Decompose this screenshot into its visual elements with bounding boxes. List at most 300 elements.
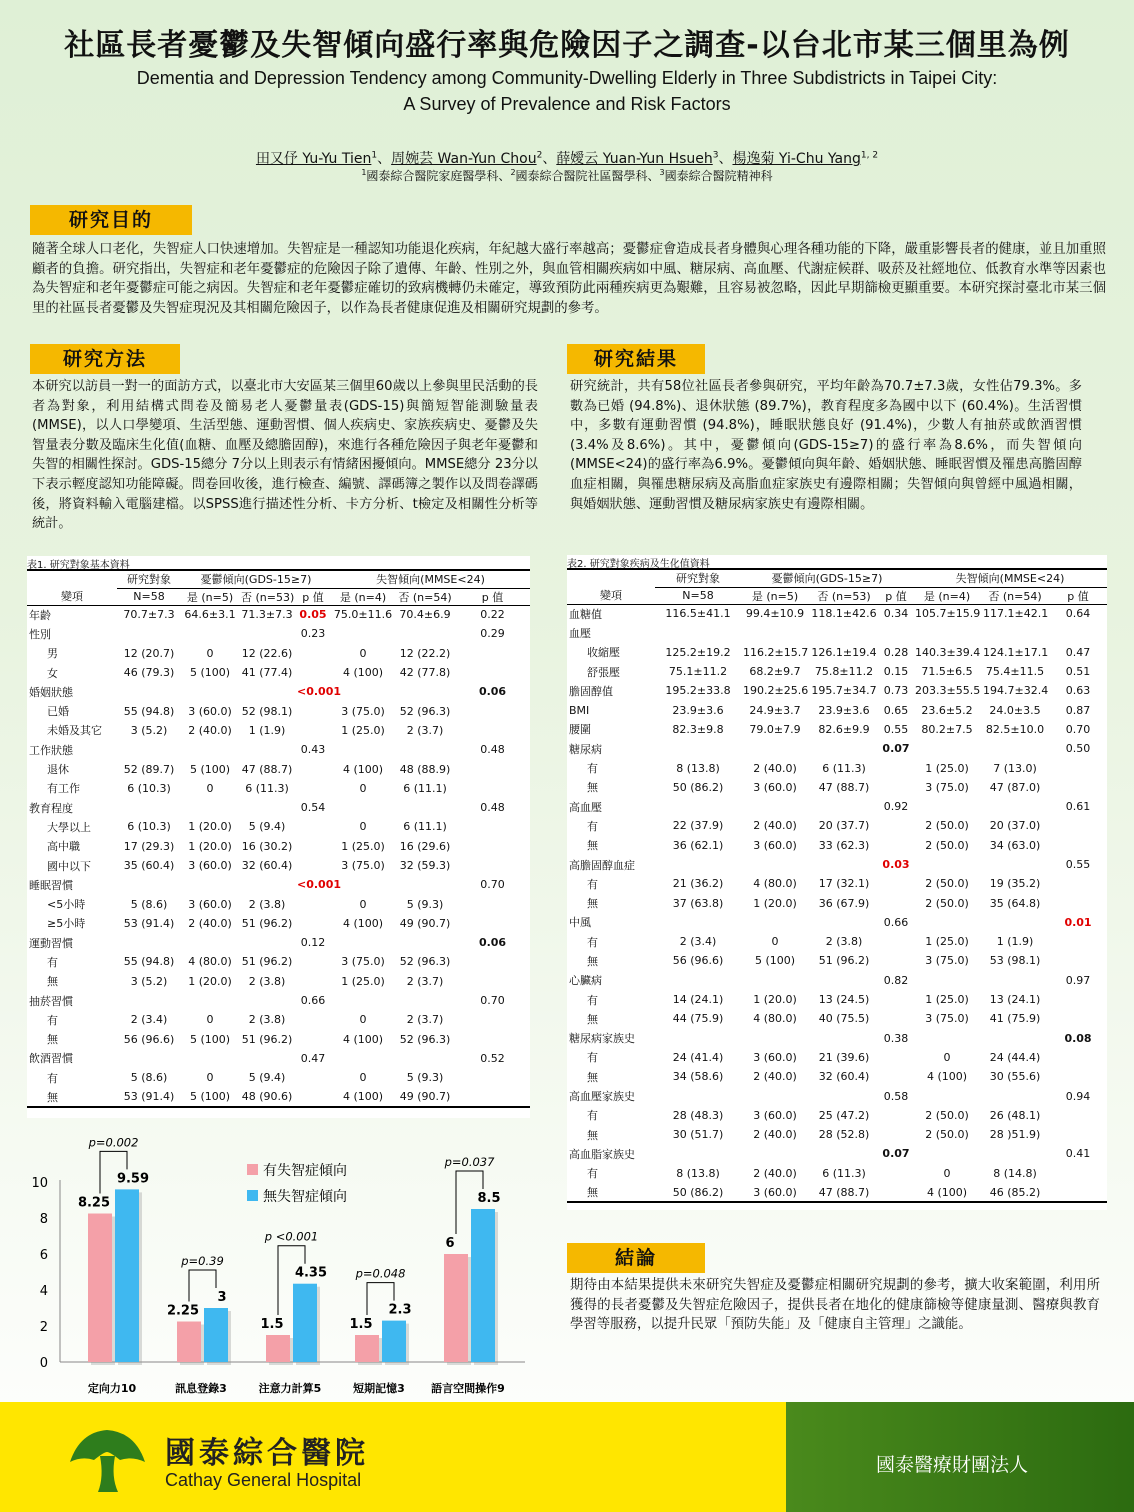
results-heading: 研究結果 xyxy=(567,344,705,374)
table-cell xyxy=(455,856,530,875)
table-cell: 40 (75.5) xyxy=(818,1012,870,1026)
table-cell xyxy=(879,836,913,855)
table-cell: 2 (3.8) xyxy=(825,935,863,949)
table-row xyxy=(567,720,1107,739)
author-sup: 1 xyxy=(371,150,378,161)
table-cell: 2 (40.0) xyxy=(753,819,797,833)
table-cell: 56 (96.6) xyxy=(672,954,724,968)
table-cell: 2 (50.0) xyxy=(925,819,969,833)
x-tick-label: 短期記憶3 xyxy=(353,1382,405,1395)
table-row-label: 高膽固醇血症 xyxy=(569,858,635,872)
x-tick-label: 訊息登錄3 xyxy=(175,1382,227,1395)
table-cell: 195.2±33.8 xyxy=(665,684,731,698)
table-row-label: 無 xyxy=(47,1033,58,1047)
table-cell: 0.66 xyxy=(883,915,909,929)
table-row xyxy=(567,1086,1107,1105)
table-row-label: 男 xyxy=(47,647,58,661)
table-cell xyxy=(395,798,455,817)
data-label: 1.5 xyxy=(349,1317,373,1332)
table-row-label: 有 xyxy=(587,762,598,776)
table-cell xyxy=(455,1068,530,1087)
table-cell xyxy=(295,837,331,856)
table-cell: <0.001 xyxy=(297,878,342,892)
table-cell: 6 (10.3) xyxy=(127,781,171,795)
table-cell: 194.7±32.4 xyxy=(983,684,1049,698)
table-cell: 5 (100) xyxy=(189,1032,231,1046)
table-cell: 4 (100) xyxy=(331,1087,395,1106)
table-cell: 0.47 xyxy=(1065,645,1091,659)
table-cell xyxy=(239,933,295,952)
table-row xyxy=(27,1087,530,1106)
table-cell xyxy=(981,739,1049,758)
table-cell: 8 (13.8) xyxy=(676,761,720,775)
table-cell: 75.1±11.2 xyxy=(668,665,728,679)
table-cell: 5 (9.4) xyxy=(248,820,286,834)
table-cell xyxy=(455,663,530,682)
table-cell: 0.63 xyxy=(1065,684,1091,698)
table-cell xyxy=(1049,1125,1107,1144)
y-tick-label: 8 xyxy=(39,1212,48,1227)
table-row xyxy=(567,913,1107,932)
table-cell: 19 (35.2) xyxy=(989,877,1041,891)
table-row xyxy=(27,1030,530,1049)
p-value-annotation: p=0.037 xyxy=(444,1155,495,1169)
table-cell: 0.05 xyxy=(299,608,327,622)
table-cell xyxy=(879,758,913,777)
table-header-row xyxy=(27,588,530,605)
table-cell: 50 (86.2) xyxy=(655,1183,741,1202)
table-cell: 2 (50.0) xyxy=(925,877,969,891)
table-row-label: 無 xyxy=(587,897,598,911)
table-row-label: 有工作 xyxy=(47,782,80,796)
table-cell xyxy=(1049,951,1107,970)
table-cell: 7 (13.0) xyxy=(993,761,1037,775)
table-cell xyxy=(809,971,879,990)
table-cell xyxy=(117,798,181,817)
table-cell: 46 (85.2) xyxy=(981,1183,1049,1202)
table-row-label: 無 xyxy=(587,839,598,853)
table-cell xyxy=(181,1049,239,1068)
table-header-cell: 是 (n=4) xyxy=(913,587,981,604)
table-cell: 12 (22.6) xyxy=(241,646,293,660)
table-header-cell: 失智傾向(MMSE<24) xyxy=(331,571,530,588)
table-cell xyxy=(913,1144,981,1163)
table-row xyxy=(567,681,1107,700)
table-cell xyxy=(455,1087,530,1106)
table-header-cell: p 值 xyxy=(879,587,913,604)
table-cell: 1 (1.9) xyxy=(996,935,1034,949)
table-cell: 1 (25.0) xyxy=(341,974,385,988)
table-cell xyxy=(117,624,181,643)
table-cell xyxy=(395,740,455,759)
table-cell xyxy=(395,933,455,952)
table-cell: 195.7±34.7 xyxy=(811,684,877,698)
table-cell xyxy=(913,1086,981,1105)
table-row-label: 無 xyxy=(567,1183,655,1202)
author-sup: 1, 2 xyxy=(860,150,879,161)
table-row xyxy=(27,740,530,759)
table-header-cell: 憂鬱傾向(GDS-15≥7) xyxy=(741,570,913,587)
table-header-cell: N=58 xyxy=(117,588,181,605)
table-row xyxy=(27,682,530,701)
english-title-line2: A Survey of Prevalence and Risk Factors xyxy=(403,94,731,114)
table-cell xyxy=(981,1086,1049,1105)
table-cell: 48 (90.6) xyxy=(239,1087,295,1106)
table-cell: 82.3±9.8 xyxy=(672,722,724,736)
x-tick-label: 語言空間操作9 xyxy=(431,1382,505,1395)
table-cell: 48 (88.9) xyxy=(399,762,451,776)
table-cell: 3 (60.0) xyxy=(753,780,797,794)
table-cell xyxy=(741,1086,809,1105)
table-cell xyxy=(295,1010,331,1029)
table-cell: 2 (50.0) xyxy=(925,1128,969,1142)
table-cell: 6 (11.1) xyxy=(403,820,447,834)
table-cell: 4 (100) xyxy=(913,1183,981,1202)
table-cell: 8 (14.8) xyxy=(993,1166,1037,1180)
table-cell: 2 (40.0) xyxy=(188,916,232,930)
table2-body xyxy=(567,570,1107,1202)
table-row xyxy=(567,604,1107,623)
table-cell: 0 xyxy=(359,646,367,660)
table-cell xyxy=(879,1106,913,1125)
table-cell: 12 (20.7) xyxy=(123,646,175,660)
table-cell xyxy=(879,893,913,912)
table-cell: 2 (3.4) xyxy=(679,935,717,949)
table-cell xyxy=(295,644,331,663)
methods-heading: 研究方法 xyxy=(30,344,180,374)
table-cell: 51 (96.2) xyxy=(241,955,293,969)
data-label: 8.25 xyxy=(77,1195,111,1211)
table-cell: 53 (98.1) xyxy=(989,954,1041,968)
table-cell: 1 (20.0) xyxy=(188,820,232,834)
table1-caption: 表1. 研究對象基本資料 xyxy=(27,556,530,571)
table-row-label: 未婚及其它 xyxy=(47,724,102,738)
table-row-label: 有 xyxy=(47,1071,58,1085)
table-cell xyxy=(981,1029,1049,1048)
affiliation-text: 國泰綜合醫院精神科 xyxy=(664,169,773,183)
table-cell: 0.73 xyxy=(883,684,909,698)
author-list xyxy=(0,148,1134,168)
table-cell: 26 (48.1) xyxy=(989,1108,1041,1122)
table-cell xyxy=(181,933,239,952)
table-row-label: 中風 xyxy=(569,916,591,930)
bar xyxy=(266,1335,290,1362)
table-cell xyxy=(1049,816,1107,835)
table-cell xyxy=(741,1029,809,1048)
table-cell: 5 (100) xyxy=(189,762,231,776)
table-cell: 2 (40.0) xyxy=(188,723,232,737)
table-cell: 2 (50.0) xyxy=(925,896,969,910)
table-row xyxy=(27,721,530,740)
table-cell xyxy=(809,797,879,816)
table-cell: 30 (51.7) xyxy=(672,1128,724,1142)
table-row xyxy=(567,1106,1107,1125)
table-cell: 0 xyxy=(206,1071,214,1085)
table-row-label: 有 xyxy=(587,1109,598,1123)
table-row xyxy=(27,837,530,856)
table-cell xyxy=(879,990,913,1009)
table-cell: 3 (60.0) xyxy=(188,859,232,872)
table-cell xyxy=(809,913,879,932)
table-cell: 70.7±7.3 xyxy=(123,608,175,622)
affiliation-list xyxy=(0,167,1134,184)
table-cell: 24.9±3.7 xyxy=(749,703,801,717)
table-cell: 1 (25.0) xyxy=(925,993,969,1007)
table-cell: 34 (63.0) xyxy=(989,838,1041,852)
table-cell: 0.61 xyxy=(1065,800,1091,814)
table-cell: 2 (3.8) xyxy=(248,974,286,988)
table-cell xyxy=(741,797,809,816)
table-cell: 0.29 xyxy=(480,627,505,641)
table-cell: 6 (11.3) xyxy=(822,1166,866,1180)
table-cell: 3 (75.0) xyxy=(925,1012,969,1026)
table-cell: 46 (79.3) xyxy=(123,666,175,680)
table-cell xyxy=(295,1068,331,1087)
bar xyxy=(177,1322,201,1363)
affiliation-sup: 3 xyxy=(659,168,665,177)
table-cell xyxy=(181,991,239,1010)
table-cell: 49 (90.7) xyxy=(399,916,451,930)
table-row-label: 有 xyxy=(587,1051,598,1065)
table-row xyxy=(27,644,530,663)
table-cell: 0.70 xyxy=(480,878,505,892)
table-cell xyxy=(879,1183,913,1202)
table-cell xyxy=(1049,932,1107,951)
table-cell xyxy=(809,1144,879,1163)
table-cell: 0.48 xyxy=(480,801,505,815)
table-row xyxy=(567,816,1107,835)
table-cell: 50 (86.2) xyxy=(672,780,724,794)
table-header-cell: 研究對象 xyxy=(655,570,741,587)
table-cell: 30 (55.6) xyxy=(989,1070,1041,1084)
table-cell: 0.28 xyxy=(883,645,909,659)
table1 xyxy=(27,556,530,1118)
table-row-label: BMI xyxy=(569,703,590,717)
table-cell: 4 (100) xyxy=(926,1070,968,1084)
p-value-annotation: p <0.001 xyxy=(264,1229,319,1244)
table-row xyxy=(27,624,530,643)
table-cell: 1 (1.9) xyxy=(248,723,286,737)
table-header-cell: 是 (n=4) xyxy=(331,588,395,605)
table-cell: 14 (24.1) xyxy=(672,993,724,1007)
table-cell: 75.4±11.5 xyxy=(985,665,1045,679)
bar xyxy=(115,1189,139,1362)
table-cell: 5 (100) xyxy=(189,666,231,680)
table-cell xyxy=(331,933,395,952)
table-row xyxy=(567,1183,1107,1202)
table-cell: 0.97 xyxy=(1065,973,1091,987)
table-cell: 0.01 xyxy=(1064,915,1092,929)
table-cell: 32 (60.4) xyxy=(241,859,293,872)
table-cell: 71.5±6.5 xyxy=(921,665,973,679)
table-cell xyxy=(879,816,913,835)
table-cell: 117.1±42.1 xyxy=(983,607,1049,621)
table-cell: 35 (64.8) xyxy=(989,896,1041,910)
table-cell: 32 (60.4) xyxy=(818,1070,870,1084)
table-cell: 53 (91.4) xyxy=(123,916,175,930)
table-header-cell: 是 (n=5) xyxy=(181,588,239,605)
table-row-label: <5小時 xyxy=(47,898,86,912)
table-row xyxy=(27,933,530,952)
table-cell xyxy=(181,624,239,643)
table-cell xyxy=(455,721,530,740)
table-row xyxy=(27,1049,530,1068)
table-cell: 28 (52.8) xyxy=(818,1128,870,1142)
table-cell: 140.3±39.4 xyxy=(915,645,981,659)
table-cell xyxy=(655,1086,741,1105)
table-row xyxy=(567,836,1107,855)
table-cell: 52 (96.3) xyxy=(399,955,451,969)
table-cell: 4 (100) xyxy=(342,1032,384,1046)
table-cell: 0.58 xyxy=(883,1089,909,1103)
y-tick-label: 6 xyxy=(39,1248,48,1263)
table-row-label: 有 xyxy=(587,1167,598,1181)
table-cell: 55 (94.8) xyxy=(123,955,175,969)
table-cell: 21 (39.6) xyxy=(818,1050,870,1064)
table-row xyxy=(27,701,530,720)
table-cell xyxy=(741,739,809,758)
table-row xyxy=(567,1144,1107,1163)
table-cell xyxy=(395,875,455,894)
table-cell xyxy=(295,701,331,720)
table-cell xyxy=(181,798,239,817)
table-cell xyxy=(809,623,879,642)
table-cell: 0.48 xyxy=(480,743,505,757)
table-cell: 0.92 xyxy=(883,800,909,814)
table-cell xyxy=(395,682,455,701)
hospital-name-zh: 國泰綜合醫院 xyxy=(165,1436,369,1471)
table-cell: 4 (100) xyxy=(342,916,384,930)
table-row-label: 性別 xyxy=(29,627,51,641)
table-cell: 0.07 xyxy=(882,742,910,756)
table-cell: 36 (62.1) xyxy=(672,838,724,852)
table-cell: 3 (75.0) xyxy=(925,954,969,968)
table-header-cell: p 值 xyxy=(1049,587,1107,604)
table-cell: 52 (96.3) xyxy=(399,704,451,718)
table-cell: 47 (88.7) xyxy=(818,780,870,794)
table-cell: 16 (29.6) xyxy=(399,839,451,853)
author-separator: 、 xyxy=(718,151,733,167)
table-cell xyxy=(395,1049,455,1068)
table-cell xyxy=(455,972,530,991)
table-row xyxy=(27,952,530,971)
table-row xyxy=(27,1068,530,1087)
table-cell: 0.64 xyxy=(1065,607,1091,621)
table-row-label: 無 xyxy=(587,1012,598,1026)
table-cell: 2 (40.0) xyxy=(753,1166,797,1180)
table-cell: 51 (96.2) xyxy=(818,954,870,968)
table-cell: 4 (80.0) xyxy=(753,877,797,891)
table-header-cell: 否 (n=54) xyxy=(395,588,455,605)
table-cell: 5 (9.3) xyxy=(406,1071,444,1085)
table-cell: 1 (20.0) xyxy=(188,974,232,988)
table-row-label: 已婚 xyxy=(47,705,69,719)
table-cell xyxy=(981,623,1049,642)
legend-swatch xyxy=(247,1164,258,1175)
table-row xyxy=(567,1048,1107,1067)
table-cell: 3 (75.0) xyxy=(341,704,385,718)
table-cell: 56 (96.6) xyxy=(123,1032,175,1046)
table-row-label: 高血脂家族史 xyxy=(569,1147,635,1161)
table-header-cell xyxy=(27,571,117,588)
table-cell: 3 (60.0) xyxy=(753,1050,797,1064)
table-cell xyxy=(295,1030,331,1049)
table-row-label: 睡眠習慣 xyxy=(29,878,73,892)
table-cell: 0 xyxy=(359,820,367,834)
table-cell: 53 (91.4) xyxy=(117,1087,181,1106)
table-cell xyxy=(455,1010,530,1029)
table-cell xyxy=(981,1144,1049,1163)
table-cell: 0 xyxy=(943,1166,951,1180)
table-cell: 3 (60.0) xyxy=(753,1108,797,1122)
english-title-line1: Dementia and Depression Tendency among Community-Dwelling Elderly in Three Subdistricts in Taipei City: xyxy=(136,68,998,88)
table-cell: 75.0±11.6 xyxy=(333,608,393,622)
table-row xyxy=(27,1010,530,1029)
table-cell: 52 (96.3) xyxy=(399,1032,451,1046)
table-cell xyxy=(239,991,295,1010)
table-row-label: 無 xyxy=(47,975,58,989)
table-row-label: 血壓 xyxy=(569,626,591,640)
table-cell: 2 (3.4) xyxy=(130,1013,168,1027)
table-cell xyxy=(295,856,331,875)
table-cell xyxy=(879,1067,913,1086)
table-header-cell: 失智傾向(MMSE<24) xyxy=(913,570,1107,587)
affiliation-sup: 1 xyxy=(361,168,367,177)
table-cell: 47 (87.0) xyxy=(989,780,1041,794)
table-cell: 6 (11.3) xyxy=(822,761,866,775)
table-cell xyxy=(655,1144,741,1163)
table-cell: 22 (37.9) xyxy=(672,819,724,833)
table-cell xyxy=(655,913,741,932)
table-row xyxy=(567,1009,1107,1028)
table-cell: 23.6±5.2 xyxy=(921,703,973,717)
data-label: 1.5 xyxy=(260,1317,284,1332)
data-label: 2.25 xyxy=(166,1303,200,1319)
table-row-label: 血糖值 xyxy=(569,607,602,621)
table-header-row xyxy=(567,587,1107,604)
table-cell: 125.2±19.2 xyxy=(665,645,731,659)
table-header-cell: 變項 xyxy=(567,587,655,604)
table-cell xyxy=(181,682,239,701)
table-cell: 0.94 xyxy=(1065,1089,1091,1103)
table-cell xyxy=(981,855,1049,874)
table-cell xyxy=(1049,836,1107,855)
table-cell: 0 xyxy=(359,1071,367,1085)
author-name: 薛嬡云 Yuan-Yun Hsueh xyxy=(556,151,713,167)
table-cell xyxy=(295,663,331,682)
table-cell: 6 (11.3) xyxy=(245,781,289,795)
table-cell: 2 (50.0) xyxy=(925,1108,969,1122)
table-cell xyxy=(331,798,395,817)
mmse-subscore-bar-chart xyxy=(25,1128,535,1400)
table-cell: 5 (8.6) xyxy=(130,1071,168,1085)
table-cell: 5 (100) xyxy=(181,1087,239,1106)
table-cell xyxy=(239,682,295,701)
table-cell: 47 (88.7) xyxy=(809,1183,879,1202)
table-cell xyxy=(295,759,331,778)
table-cell: 47 (88.7) xyxy=(241,762,293,776)
table-cell xyxy=(117,933,181,952)
table-cell xyxy=(1049,778,1107,797)
author-sup: 2 xyxy=(536,150,543,161)
table-cell: 0 xyxy=(771,935,779,949)
table-row xyxy=(27,817,530,836)
table-cell xyxy=(1049,893,1107,912)
table-cell xyxy=(455,914,530,933)
table-cell: 3 (60.0) xyxy=(741,1183,809,1202)
table-cell: 0.41 xyxy=(1065,1147,1091,1161)
table-row-label: 心臟病 xyxy=(569,974,602,988)
